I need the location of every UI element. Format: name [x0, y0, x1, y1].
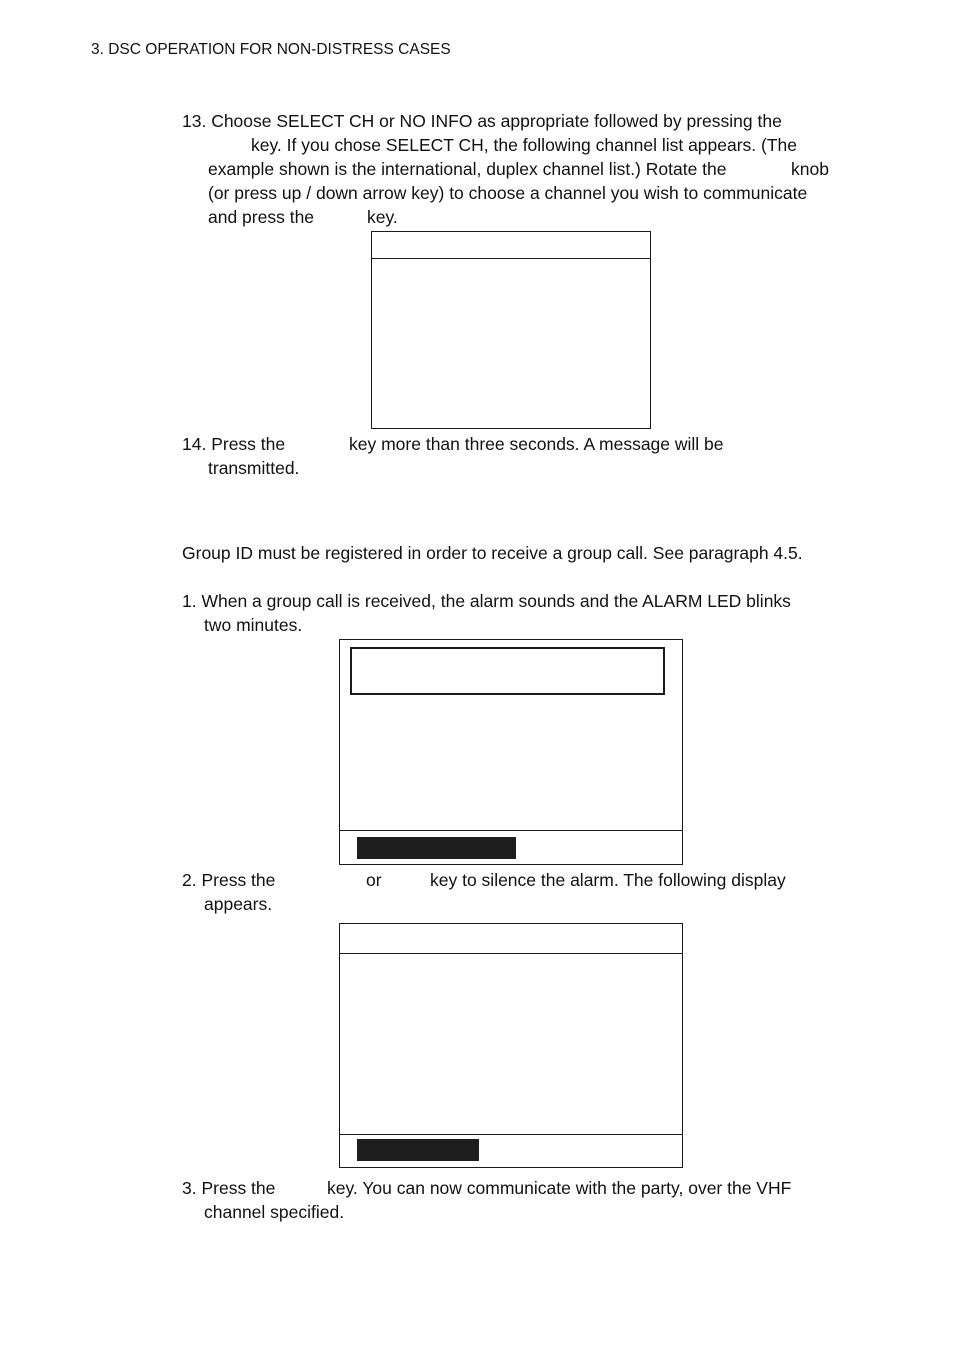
step-14-line-1-rest: key more than three seconds. A message will be: [349, 434, 724, 454]
running-header: 3. DSC OPERATION FOR NON-DISTRESS CASES: [91, 41, 451, 58]
step-14-line-2: transmitted.: [208, 458, 300, 478]
step-13-line-5-key: key.: [367, 207, 398, 227]
step-13-line-3-knob: knob: [791, 159, 829, 179]
softkey-divider: [340, 830, 682, 831]
receive-step-2-line-1-rest: key to silence the alarm. The following display: [430, 870, 786, 890]
receive-step-1-line-2: two minutes.: [204, 615, 303, 635]
receive-step-3-line-1-rest: key. You can now communicate with the party, over the VHF: [327, 1178, 792, 1198]
receive-step-3-line-1: 3. Press the: [182, 1178, 276, 1198]
step-14-line-1: 14. Press the: [182, 434, 286, 454]
receive-step-1-line-1: 1. When a group call is received, the alarm sounds and the ALARM LED blinks: [182, 591, 791, 611]
receive-step-2-or: or: [366, 870, 382, 890]
receive-step-2-line-2: appears.: [204, 894, 273, 914]
step-13-line-2: key. If you chose SELECT CH, the following channel list appears. (The: [251, 135, 798, 155]
received-call-display: [339, 923, 683, 1168]
softkey-divider: [340, 1134, 682, 1135]
step-13-line-3: example shown is the international, duplex channel list.) Rotate the: [208, 159, 727, 179]
step-13-line-5: and press the: [208, 207, 315, 227]
channel-list-display: [371, 231, 651, 429]
highlighted-softkey: [357, 1139, 479, 1161]
group-call-alert-display: [339, 639, 683, 865]
display-title-divider: [372, 258, 650, 259]
highlighted-softkey: [357, 837, 516, 859]
display-title-divider: [340, 953, 682, 954]
alert-title-frame: [350, 647, 665, 695]
group-id-note: Group ID must be registered in order to receive a group call. See paragraph 4.5.: [182, 543, 803, 563]
step-13-line-4: (or press up / down arrow key) to choose a channel you wish to communicate: [208, 183, 808, 203]
step-13-line-1: 13. Choose SELECT CH or NO INFO as appropriate followed by pressing the: [182, 111, 782, 131]
receive-step-3-line-2: channel specified.: [204, 1202, 345, 1222]
receive-step-2-line-1: 2. Press the: [182, 870, 276, 890]
